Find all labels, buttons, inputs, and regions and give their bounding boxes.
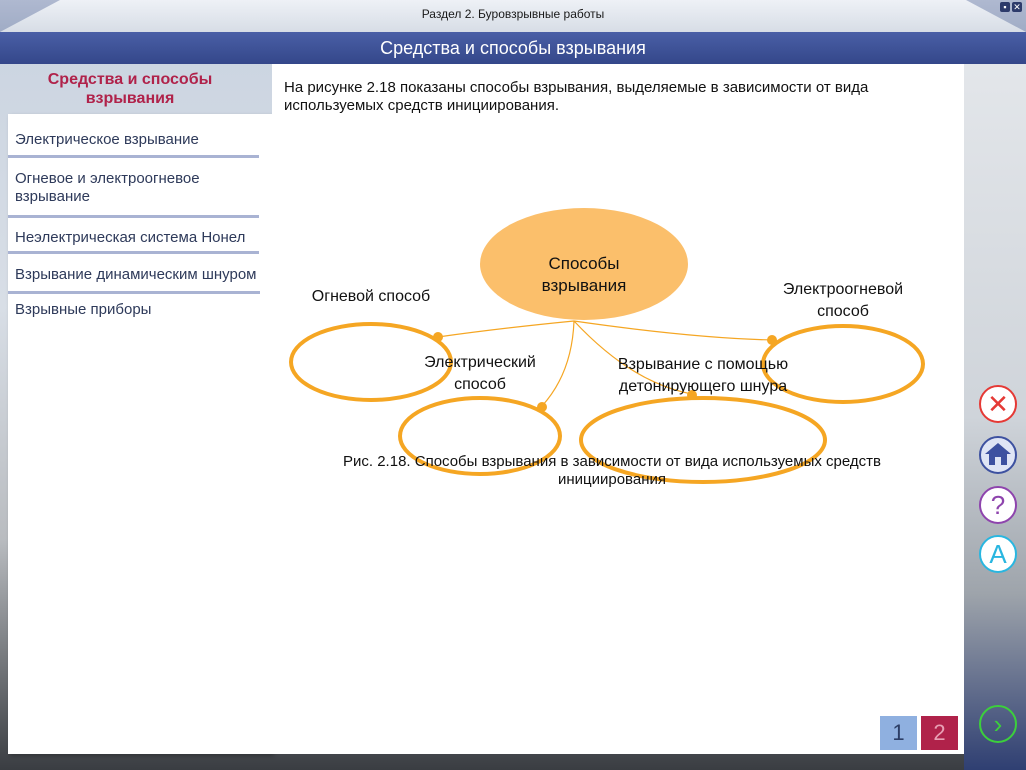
sidebar-item-fire[interactable]	[8, 164, 259, 218]
sidebar-item-electric[interactable]: Электрическое взрывание	[8, 124, 259, 158]
sidebar-item-detonating-cord[interactable]: Взрывание динамическим шнуром	[8, 258, 260, 294]
home-glyph	[984, 441, 1012, 467]
intro-text: На рисунке 2.18 показаны способы взрывания, выделяемые в зависимости от вида используемых средств инициирования.	[284, 79, 869, 114]
sidebar-item-devices[interactable]: Взрывные приборы	[15, 301, 152, 318]
center-node-label: Способы взрывания	[541, 254, 627, 295]
close-window-icon[interactable]: ✕	[1013, 2, 1021, 12]
figure-caption: Рис. 2.18. Способы взрывания в зависимости от вида используемых средств инициирования	[343, 453, 881, 488]
sidebar-item-nonel[interactable]: Неэлектрическая система Нонел	[8, 222, 259, 254]
minimize-icon[interactable]: ▪	[1000, 2, 1010, 12]
page-2-button[interactable]: 2	[921, 716, 958, 750]
connector-fire	[438, 321, 574, 337]
page-header: Средства и способы взрывания	[0, 32, 1026, 64]
help-icon[interactable]: ?	[979, 486, 1017, 524]
next-arrow-icon[interactable]: ›	[979, 705, 1017, 743]
page-1-button[interactable]: 1	[880, 716, 917, 750]
node-cord-label: Взрывание с помощью детонирующего шнура	[617, 356, 789, 395]
sidebar	[8, 114, 272, 754]
connector-electrofire	[574, 321, 772, 340]
main-content	[272, 64, 964, 754]
window-title: Раздел 2. Буровзрывные работы	[421, 7, 605, 21]
sidebar-item-label: Огневое и электроогневое взрывание	[15, 170, 200, 205]
home-icon[interactable]	[979, 436, 1017, 474]
font-size-icon[interactable]: A	[979, 535, 1017, 573]
node-fire-label: Огневой способ	[311, 288, 431, 305]
node-electric-label: Электрический способ	[424, 354, 536, 393]
window-titlebar	[0, 0, 1026, 33]
close-icon[interactable]: ✕	[979, 385, 1017, 423]
node-electrofire-label: Электроогневой способ	[782, 281, 904, 320]
sidebar-title: Средства и способы взрывания	[47, 71, 213, 107]
